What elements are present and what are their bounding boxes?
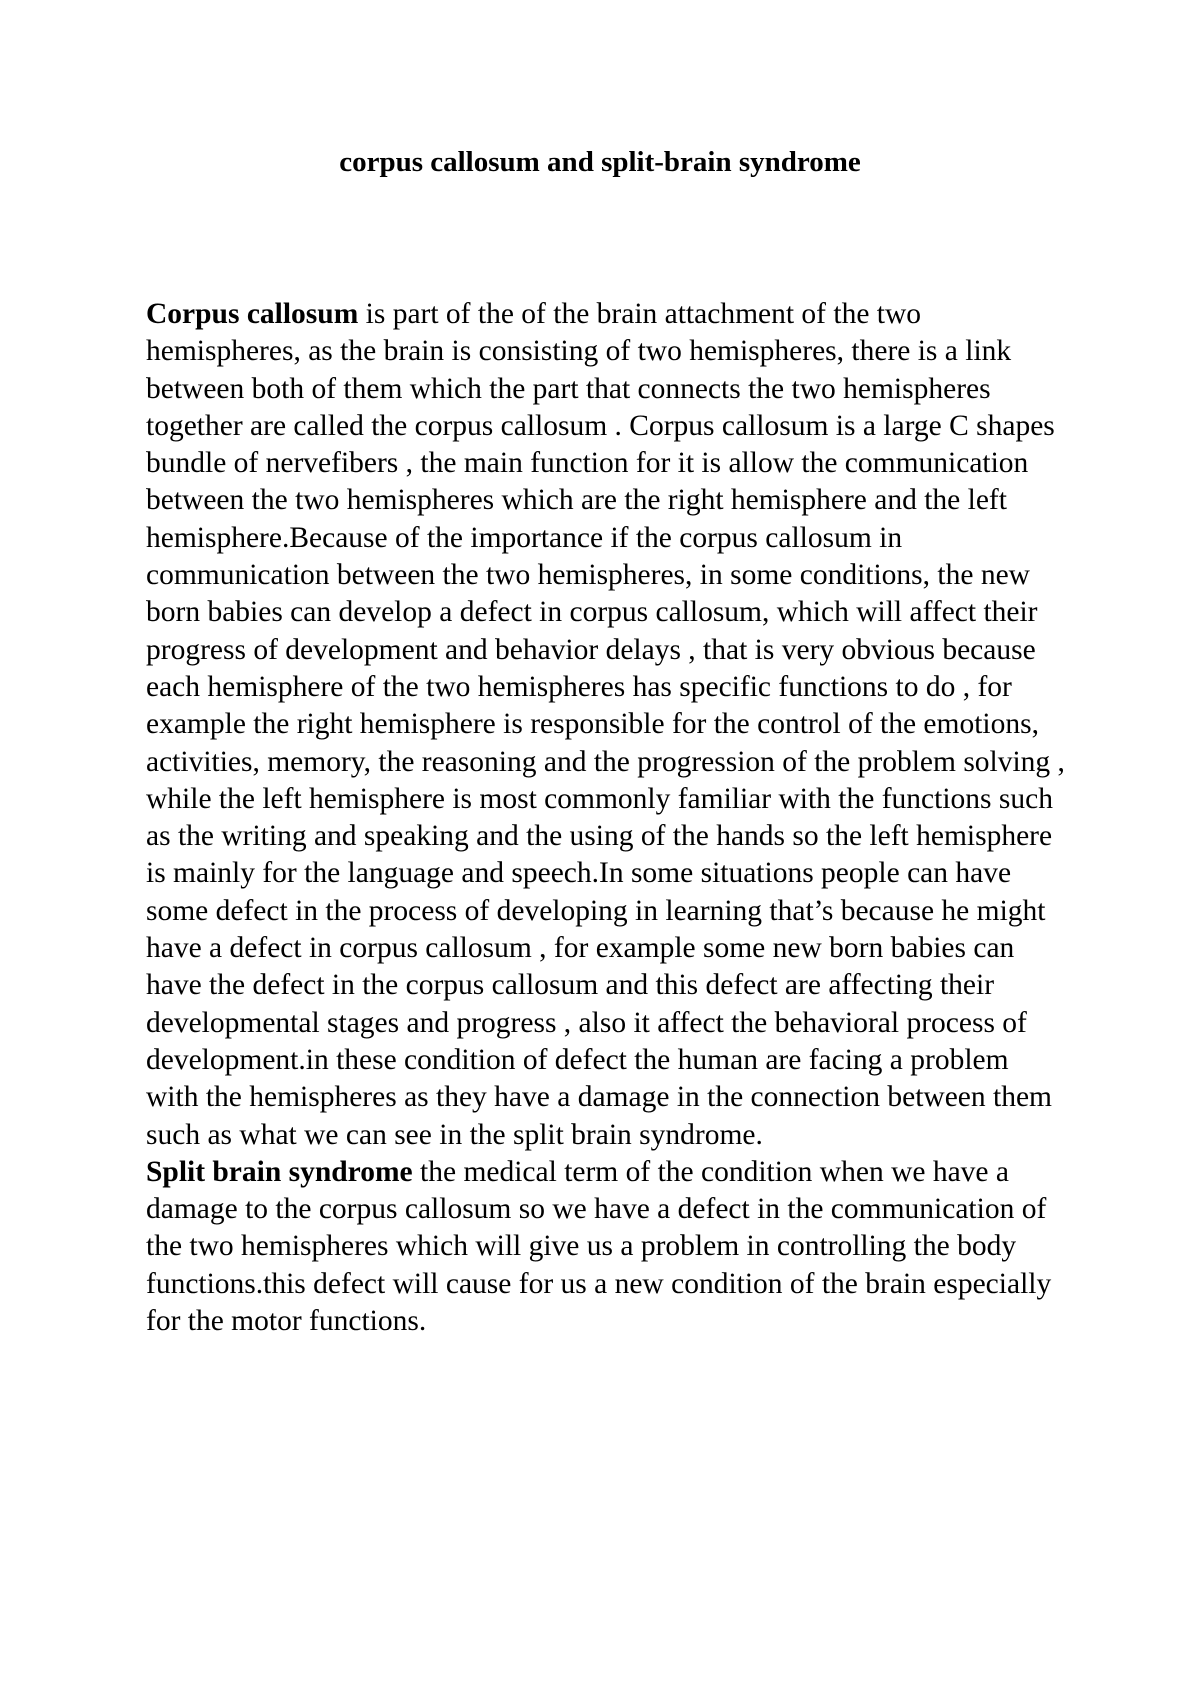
document-body xyxy=(146,296,1066,1340)
term-corpus-callosum: Corpus callosum xyxy=(146,298,359,330)
paragraph-text: is part of the of the brain attachment of the two hemispheres, as the brain is consisting of two hemispheres, there is a link between both of them which the part that connects the two hemispheres together are called the corpus callosum . Corpus callosum is a large C shapes bundle of nervefibers , the main function for it is allow the communication between the two hemispheres which are the right hemisphere and the left hemisphere.Because of the importance if the corpus callosum in communication between the two hemispheres, in some conditions, the new born babies can develop a defect in corpus callosum, which will affect their progress of development and behavior delays , that is very obvious because each hemisphere of the two hemispheres has specific functions to do , for example the right hemisphere is responsible for the control of the emotions, activities, memory, the reasoning and the progression of the problem solving , while the left hemisphere is most commonly familiar with the functions such as the writing and speaking and the using of the hands so the left hemisphere is mainly for the language and speech.In some situations people can have some defect in the process of developing in learning that’s because he might have a defect in corpus callosum , for example some new born babies can have the defect in the corpus callosum and this defect are affecting their developmental stages and progress , also it affect the behavioral process of development.in these condition of defect the human are facing a problem with the hemispheres as they have a damage in the connection between them such as what we can see in the split brain syndrome. xyxy=(146,298,1065,1151)
paragraph-text: the medical term of the condition when we have a damage to the corpus callosum so we have a defect in the communication of the two hemispheres which will give us a problem in controlling the body functions.this defect will cause for us a new condition of the brain especially for the motor functions. xyxy=(146,1155,1052,1338)
paragraph-split-brain-syndrome xyxy=(146,1154,1066,1340)
term-split-brain-syndrome: Split brain syndrome xyxy=(146,1155,413,1188)
document-title: corpus callosum and split-brain syndrome xyxy=(339,146,861,178)
paragraph-corpus-callosum xyxy=(146,296,1066,1154)
